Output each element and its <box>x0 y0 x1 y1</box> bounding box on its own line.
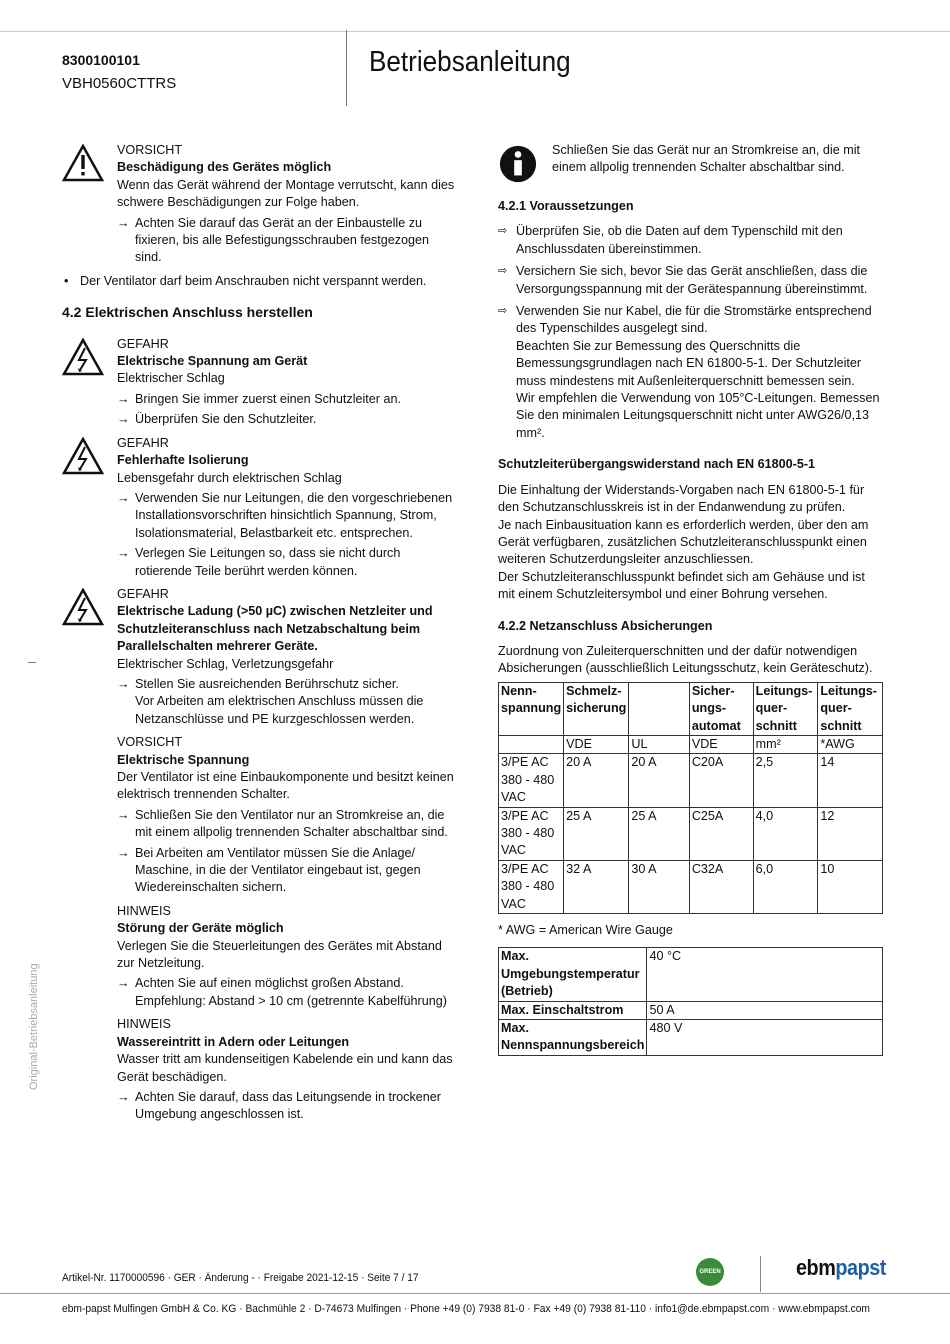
warning-title: Elektrische Spannung am Gerät <box>117 354 308 369</box>
warning-level: VORSICHT <box>117 735 183 750</box>
warning-text: Elektrischer Schlag <box>117 371 225 386</box>
table-row <box>499 1020 883 1056</box>
warning-text: Der Ventilator ist eine Einbaukomponente und besitzt keinen elektrisch trennenden Schalter. <box>117 770 454 802</box>
table-cell: Max. Nennspannungsbereich <box>499 1020 647 1056</box>
section-heading: 4.2 Elektrischen Anschluss herstellen <box>62 304 313 321</box>
instruction: → Achten Sie auf einen möglichst großen Abstand. Empfehlung: Abstand > 10 cm (getrennte Kabelführung) <box>117 976 447 1008</box>
table-header-cell: Leitungs-quer-schnitt <box>753 682 818 735</box>
instruction: → Bei Arbeiten am Ventilator müssen Sie die Anlage/ Maschine, in die der Ventilator eingebaut ist, gegen Wiedereinschalten sichern. <box>117 845 421 895</box>
table-cell: 25 A <box>629 807 689 860</box>
warning-vorsicht-1 <box>62 142 457 267</box>
table-header-cell: Schmelz-sicherung <box>564 682 629 735</box>
notice-1 <box>62 903 457 1010</box>
bullet-icon: • <box>64 273 69 288</box>
warning-title: Elektrische Ladung (>50 µC) zwischen Netzleiter und Schutzleiteranschluss nach Netzabschaltung beim Parallelschalten mehrerer Geräte. <box>117 604 433 654</box>
table-row <box>499 807 883 860</box>
table-cell: VDE <box>689 735 753 753</box>
warning-text: Lebensgefahr durch elektrischen Schlag <box>117 470 342 485</box>
warning-level: GEFAHR <box>117 435 169 450</box>
table-header-cell: Nenn-spannung <box>499 682 564 735</box>
paragraph: Je nach Einbausituation kann es erforderlich werden, über den am Gerät verfügbaren, zusätzlichen Schutzleiteranschlusspunkt einen weiteren Schutzerdungsleiter anzuschliessen. <box>498 517 869 567</box>
table-cell: 50 A <box>647 1001 883 1019</box>
table-cell: 4,0 <box>753 807 818 860</box>
table-cell: 2,5 <box>753 754 818 807</box>
table-row <box>499 754 883 807</box>
high-voltage-icon <box>62 588 104 626</box>
table-cell: 3/PE AC 380 - 480 VAC <box>499 754 564 807</box>
warning-text: Wenn das Gerät während der Montage verrutscht, kann dies schwere Beschädigungen zur Folge haben. <box>117 177 455 210</box>
table-cell: 20 A <box>629 754 689 807</box>
page-title: Betriebsanleitung <box>369 46 571 78</box>
table-cell: 12 <box>818 807 883 860</box>
table-cell: 30 A <box>629 860 689 913</box>
company-info: ebm-papst Mulfingen GmbH & Co. KG · Bachmühle 2 · D-74673 Mulfingen · Phone +49 (0) 7938 81-0 · Fax +49 (0) 7938 81-110 · info1@de.ebmpapst.com · www.ebmpapst.com <box>62 1303 870 1315</box>
doc-number: 8300100101 <box>62 52 140 68</box>
left-column <box>62 142 457 1130</box>
table-cell: C20A <box>689 754 753 807</box>
paragraph: Der Schutzleiteranschlusspunkt befindet sich am Gehäuse und ist mit einem Schutzleitersymbol und einer Bohrung versehen. <box>498 569 865 602</box>
instruction: → Bringen Sie immer zuerst einen Schutzleiter an. <box>117 391 401 406</box>
table-cell: 25 A <box>564 807 629 860</box>
table-cell <box>499 735 564 753</box>
rating-table <box>498 947 883 1055</box>
warning-level: HINWEIS <box>117 903 171 918</box>
warning-gefahr-2 <box>62 435 457 580</box>
warning-title: Wassereintritt in Adern oder Leitungen <box>117 1034 350 1049</box>
check-item: ⇨ Versichern Sie sich, bevor Sie das Gerät anschließen, dass die Versorgungsspannung mit der Gerätespannung übereinstimmt. <box>498 264 868 296</box>
table-header-cell <box>629 682 689 735</box>
table-cell: Max. Umgebungstemperatur (Betrieb) <box>499 948 647 1001</box>
paragraph: Zuordnung von Zuleiterquerschnitten und der dafür notwendigen Absicherungen (ausschließlich Leitungsschutz, kein Geräteschutz). <box>498 643 873 676</box>
warning-title: Fehlerhafte Isolierung <box>117 453 249 468</box>
instruction: → Überprüfen Sie den Schutzleiter. <box>117 412 317 427</box>
instruction: → Verwenden Sie nur Leitungen, die den vorgeschriebenen Installationsvorschriften hinsichtlich Spannung, Strom, Isolationsmaterial, Belastbarkeit etc. entsprechen. <box>117 490 453 540</box>
fuse-table <box>498 682 883 914</box>
warning-title: Störung der Geräte möglich <box>117 921 284 936</box>
table-row <box>499 1001 883 1019</box>
instruction: → Stellen Sie ausreichenden Berührschutz sicher. Vor Arbeiten am elektrischen Anschluss müssen die Netzanschlüsse und PE kurzgeschlossen werden. <box>117 676 424 726</box>
warning-level: GEFAHR <box>117 586 169 601</box>
table-cell: 3/PE AC 380 - 480 VAC <box>499 807 564 860</box>
warning-gefahr-1 <box>62 336 457 429</box>
warning-text: Elektrischer Schlag, Verletzungsgefahr <box>117 656 334 671</box>
instruction: → Verlegen Sie Leitungen so, dass sie nicht durch rotierende Teile berührt werden können. <box>117 546 401 578</box>
table-row <box>499 860 883 913</box>
notice-2 <box>62 1016 457 1123</box>
subsection-heading: 4.2.2 Netzanschluss Absicherungen <box>498 618 713 633</box>
warning-title: Elektrische Spannung <box>117 752 250 767</box>
info-block <box>498 142 884 186</box>
check-item: ⇨ Verwenden Sie nur Kabel, die für die Stromstärke entsprechend des Typenschildes ausgelegt sind. Beachten Sie zur Bemessung des Querschnitts die Bemessungsgrundlagen nach EN 61800-5-1. Der Schutzleiter muss mindestens mit Außenleiterquerschnitt bemessen sein. Wir empfehlen die Verwendung von 105°C-Leitungen. Bemessen Sie den minimalen Leitungsquerschnitt nicht unter AWG26/0,13 mm². <box>498 304 880 440</box>
table-cell: 480 V <box>647 1020 883 1056</box>
subsection-heading: 4.2.1 Voraussetzungen <box>498 199 634 213</box>
instruction: → Achten Sie darauf, dass das Leitungsende in trockener Umgebung angeschlossen ist. <box>117 1089 441 1122</box>
table-cell: C25A <box>689 807 753 860</box>
table-cell: C32A <box>689 860 753 913</box>
warning-text: Verlegen Sie die Steuerleitungen des Gerätes mit Abstand zur Netzleitung. <box>117 938 442 971</box>
model-name: VBH0560CTTRS <box>62 75 177 92</box>
table-cell: 3/PE AC 380 - 480 VAC <box>499 860 564 913</box>
table-cell: 14 <box>818 754 883 807</box>
article-info: Artikel-Nr. 1170000596 · GER · Änderung - · Freigabe 2021-12-15 · Seite 7 / 17 <box>62 1272 419 1284</box>
subsection-heading: Schutzleiterübergangswiderstand nach EN 61800-5-1 <box>498 457 816 472</box>
arrow-outline-icon: ⇨ <box>498 305 508 318</box>
check-item: ⇨ Überprüfen Sie, ob die Daten auf dem Typenschild mit den Anschlussdaten übereinstimmen. <box>498 224 843 256</box>
arrow-outline-icon: ⇨ <box>498 225 508 238</box>
instruction: → Schließen Sie den Ventilator nur an Stromkreise an, die mit einem allpolig trennenden Schalter abschaltbar sind. <box>117 807 448 840</box>
warning-text: Wasser tritt am kundenseitigen Kabelende ein und kann das Gerät beschädigen. <box>117 1052 453 1084</box>
high-voltage-icon <box>62 338 104 376</box>
warning-triangle-icon <box>62 144 104 182</box>
table-cell: *AWG <box>818 735 883 753</box>
table-row <box>499 948 883 1001</box>
table-cell: UL <box>629 735 689 753</box>
table-cell: 32 A <box>564 860 629 913</box>
table-cell: mm² <box>753 735 818 753</box>
paragraph: Die Einhaltung der Widerstands-Vorgaben nach EN 61800-5-1 für den Schutzanschlusskreis ist in der Endanwendung zu prüfen. <box>498 482 865 515</box>
right-column <box>498 142 884 1056</box>
arrow-outline-icon: ⇨ <box>498 265 508 278</box>
table-cell: 6,0 <box>753 860 818 913</box>
table-header-cell: Leitungs-quer-schnitt <box>818 682 883 735</box>
footnote: * AWG = American Wire Gauge <box>498 923 673 938</box>
side-mark <box>28 662 36 663</box>
info-icon <box>498 144 538 184</box>
warning-level: VORSICHT <box>117 143 183 157</box>
warning-level: HINWEIS <box>117 1017 171 1032</box>
table-cell: 20 A <box>564 754 629 807</box>
ebmpapst-logo: ebmpapst <box>796 1255 886 1280</box>
instruction: → Achten Sie darauf das Gerät an der Einbaustelle zu fixieren, bis alle Befestigungsschrauben festgezogen sind. <box>117 215 430 265</box>
table-header-cell: Sicher-ungs-automat <box>689 682 753 735</box>
warning-gefahr-3 <box>62 586 457 728</box>
warning-level: GEFAHR <box>117 336 169 351</box>
bullet-item: • Der Ventilator darf beim Anschrauben nicht verspannt werden. <box>62 273 457 290</box>
table-unit-row <box>499 735 883 753</box>
table-cell: Max. Einschaltstrom <box>499 1001 647 1019</box>
arrow-icon: → <box>117 215 130 230</box>
header-divider <box>346 30 347 106</box>
green-tech-badge: GREEN TECH <box>696 1258 724 1286</box>
table-cell: 40 °C <box>647 948 883 1001</box>
footer-rule <box>0 1293 950 1294</box>
table-cell: 10 <box>818 860 883 913</box>
high-voltage-icon <box>62 437 104 475</box>
top-rule <box>0 31 950 32</box>
warning-title: Beschädigung des Gerätes möglich <box>117 160 332 175</box>
side-label: Original-Betriebsanleitung <box>28 963 40 1090</box>
info-text: Schließen Sie das Gerät nur an Stromkreise an, die mit einem allpolig trennenden Schalter abschaltbar sind. <box>552 143 860 175</box>
table-header-row <box>499 682 883 735</box>
warning-vorsicht-2 <box>62 734 457 897</box>
logo-divider <box>760 1256 761 1292</box>
table-cell: VDE <box>564 735 629 753</box>
